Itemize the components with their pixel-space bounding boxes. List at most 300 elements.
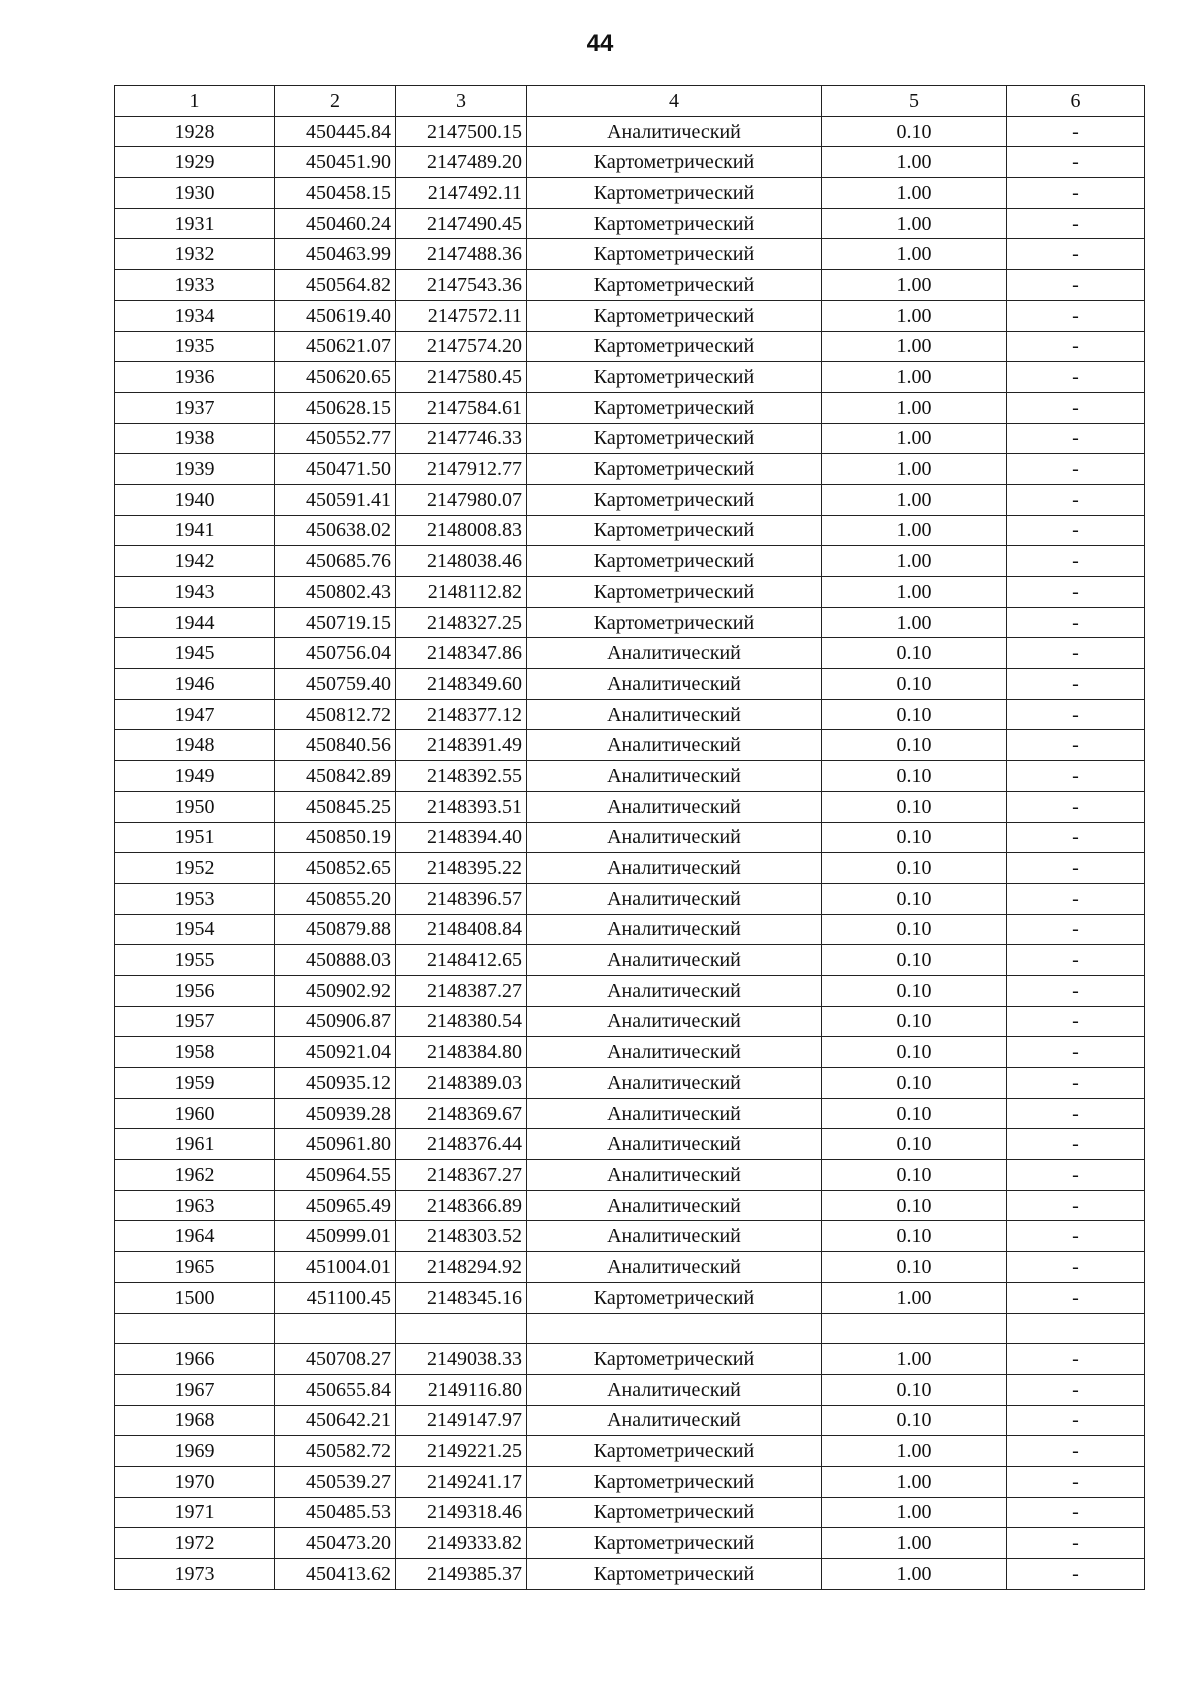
method-cell: Картометрический [527, 607, 822, 638]
point-number-cell: 1947 [115, 699, 275, 730]
table-row [115, 1098, 1145, 1129]
note-cell: - [1007, 699, 1145, 730]
point-number-cell: 1963 [115, 1190, 275, 1221]
x-coordinate-cell: 450840.56 [275, 730, 396, 761]
y-coordinate-cell: 2148376.44 [396, 1129, 527, 1160]
method-cell: Картометрический [527, 1466, 822, 1497]
accuracy-cell: 0.10 [822, 699, 1007, 730]
note-cell: - [1007, 1497, 1145, 1528]
note-cell: - [1007, 1129, 1145, 1160]
note-cell: - [1007, 178, 1145, 209]
column-header-3: 3 [396, 86, 527, 117]
y-coordinate-cell: 2147574.20 [396, 331, 527, 362]
note-cell: - [1007, 1037, 1145, 1068]
note-cell: - [1007, 1098, 1145, 1129]
note-cell: - [1007, 1068, 1145, 1099]
x-coordinate-cell: 450458.15 [275, 178, 396, 209]
table-row [115, 208, 1145, 239]
x-coordinate-cell: 450855.20 [275, 883, 396, 914]
x-coordinate-cell: 450961.80 [275, 1129, 396, 1160]
table-row [115, 1282, 1145, 1313]
y-coordinate-cell: 2148412.65 [396, 945, 527, 976]
point-number-cell: 1953 [115, 883, 275, 914]
table-row [115, 761, 1145, 792]
point-number-cell: 1962 [115, 1160, 275, 1191]
point-number-cell: 1958 [115, 1037, 275, 1068]
y-coordinate-cell: 2148387.27 [396, 975, 527, 1006]
note-cell: - [1007, 331, 1145, 362]
table-row [115, 1006, 1145, 1037]
accuracy-cell: 1.00 [822, 1344, 1007, 1375]
point-number-cell: 1930 [115, 178, 275, 209]
y-coordinate-cell: 2149221.25 [396, 1436, 527, 1467]
point-number-cell: 1941 [115, 515, 275, 546]
x-coordinate-cell: 450451.90 [275, 147, 396, 178]
table-row [115, 730, 1145, 761]
accuracy-cell: 1.00 [822, 454, 1007, 485]
y-coordinate-cell: 2148345.16 [396, 1282, 527, 1313]
point-number-cell: 1934 [115, 300, 275, 331]
x-coordinate-cell: 450812.72 [275, 699, 396, 730]
note-cell: - [1007, 1374, 1145, 1405]
accuracy-cell: 1.00 [822, 239, 1007, 270]
accuracy-cell: 0.10 [822, 1006, 1007, 1037]
table-row [115, 423, 1145, 454]
x-coordinate-cell: 450413.62 [275, 1559, 396, 1590]
method-cell: Аналитический [527, 975, 822, 1006]
method-cell: Аналитический [527, 1190, 822, 1221]
x-coordinate-cell: 450964.55 [275, 1160, 396, 1191]
method-cell: Аналитический [527, 761, 822, 792]
x-coordinate-cell: 450879.88 [275, 914, 396, 945]
point-number-cell: 1955 [115, 945, 275, 976]
table-row [115, 1221, 1145, 1252]
method-cell: Аналитический [527, 1098, 822, 1129]
y-coordinate-cell: 2148392.55 [396, 761, 527, 792]
point-number-cell: 1952 [115, 853, 275, 884]
y-coordinate-cell: 2149038.33 [396, 1344, 527, 1375]
table-row [115, 331, 1145, 362]
note-cell: - [1007, 1252, 1145, 1283]
table-body [115, 116, 1145, 1589]
method-cell: Картометрический [527, 392, 822, 423]
method-cell: Картометрический [527, 208, 822, 239]
x-coordinate-cell: 450655.84 [275, 1374, 396, 1405]
y-coordinate-cell: 2148112.82 [396, 577, 527, 608]
x-coordinate-cell: 450460.24 [275, 208, 396, 239]
y-coordinate-cell: 2149385.37 [396, 1559, 527, 1590]
table-row [115, 1160, 1145, 1191]
y-coordinate-cell: 2147912.77 [396, 454, 527, 485]
table-row [115, 1374, 1145, 1405]
note-cell: - [1007, 515, 1145, 546]
method-cell: Картометрический [527, 362, 822, 393]
point-number-cell: 1935 [115, 331, 275, 362]
accuracy-cell: 1.00 [822, 362, 1007, 393]
accuracy-cell: 1.00 [822, 1466, 1007, 1497]
point-number-cell: 1960 [115, 1098, 275, 1129]
note-cell: - [1007, 116, 1145, 147]
y-coordinate-cell: 2148393.51 [396, 791, 527, 822]
table-row [115, 1466, 1145, 1497]
accuracy-cell: 1.00 [822, 546, 1007, 577]
table-row [115, 791, 1145, 822]
accuracy-cell: 0.10 [822, 883, 1007, 914]
note-cell: - [1007, 208, 1145, 239]
accuracy-cell: 0.10 [822, 761, 1007, 792]
accuracy-cell: 0.10 [822, 1374, 1007, 1405]
table-row [115, 1559, 1145, 1590]
accuracy-cell: 1.00 [822, 577, 1007, 608]
accuracy-cell: 1.00 [822, 1436, 1007, 1467]
y-coordinate-cell: 2148380.54 [396, 1006, 527, 1037]
y-coordinate-cell: 2147980.07 [396, 484, 527, 515]
accuracy-cell: 1.00 [822, 484, 1007, 515]
note-cell: - [1007, 1559, 1145, 1590]
y-coordinate-cell: 2147492.11 [396, 178, 527, 209]
y-coordinate-cell: 2147543.36 [396, 270, 527, 301]
x-coordinate-cell: 450850.19 [275, 822, 396, 853]
header-row [115, 86, 1145, 117]
table-row [115, 239, 1145, 270]
method-cell: Аналитический [527, 1160, 822, 1191]
note-cell: - [1007, 1190, 1145, 1221]
method-cell: Аналитический [527, 945, 822, 976]
note-cell: - [1007, 392, 1145, 423]
y-coordinate-cell: 2148347.86 [396, 638, 527, 669]
table-row [115, 484, 1145, 515]
point-number-cell: 1929 [115, 147, 275, 178]
point-number-cell: 1939 [115, 454, 275, 485]
accuracy-cell: 1.00 [822, 392, 1007, 423]
accuracy-cell: 0.10 [822, 945, 1007, 976]
accuracy-cell: 0.10 [822, 1252, 1007, 1283]
accuracy-cell: 0.10 [822, 638, 1007, 669]
table-row [115, 638, 1145, 669]
note-cell: - [1007, 730, 1145, 761]
table-row [115, 945, 1145, 976]
y-coordinate-cell: 2147580.45 [396, 362, 527, 393]
table-row [115, 1129, 1145, 1160]
accuracy-cell: 0.10 [822, 1129, 1007, 1160]
table-header [115, 86, 1145, 117]
note-cell: - [1007, 607, 1145, 638]
table-row [115, 1068, 1145, 1099]
y-coordinate-cell: 2148349.60 [396, 669, 527, 700]
point-number-cell: 1928 [115, 116, 275, 147]
x-coordinate-cell: 450621.07 [275, 331, 396, 362]
table-row [115, 1190, 1145, 1221]
method-cell: Картометрический [527, 1436, 822, 1467]
x-coordinate-cell: 450759.40 [275, 669, 396, 700]
table-row [115, 300, 1145, 331]
method-cell: Картометрический [527, 331, 822, 362]
note-cell: - [1007, 1528, 1145, 1559]
x-coordinate-cell: 451100.45 [275, 1282, 396, 1313]
table-row [115, 699, 1145, 730]
y-coordinate-cell: 2148294.92 [396, 1252, 527, 1283]
y-coordinate-cell: 2148384.80 [396, 1037, 527, 1068]
method-cell: Аналитический [527, 699, 822, 730]
x-coordinate-cell: 450999.01 [275, 1221, 396, 1252]
x-coordinate-cell: 450473.20 [275, 1528, 396, 1559]
column-header-1: 1 [115, 86, 275, 117]
method-cell: Аналитический [527, 638, 822, 669]
point-number-cell: 1972 [115, 1528, 275, 1559]
note-cell: - [1007, 975, 1145, 1006]
note-cell: - [1007, 1405, 1145, 1436]
y-coordinate-cell: 2148396.57 [396, 883, 527, 914]
table-row [115, 1436, 1145, 1467]
method-cell: Аналитический [527, 1006, 822, 1037]
accuracy-cell: 0.10 [822, 853, 1007, 884]
note-cell: - [1007, 484, 1145, 515]
method-cell: Аналитический [527, 914, 822, 945]
point-number-cell: 1970 [115, 1466, 275, 1497]
y-coordinate-cell: 2148408.84 [396, 914, 527, 945]
note-cell: - [1007, 638, 1145, 669]
x-coordinate-cell: 450965.49 [275, 1190, 396, 1221]
method-cell: Картометрический [527, 1497, 822, 1528]
x-coordinate-cell: 450888.03 [275, 945, 396, 976]
x-coordinate-cell: 450539.27 [275, 1466, 396, 1497]
column-header-2: 2 [275, 86, 396, 117]
x-coordinate-cell: 450642.21 [275, 1405, 396, 1436]
method-cell: Картометрический [527, 454, 822, 485]
table-row [115, 669, 1145, 700]
note-cell: - [1007, 853, 1145, 884]
table-row [115, 515, 1145, 546]
accuracy-cell: 1.00 [822, 1497, 1007, 1528]
note-cell: - [1007, 239, 1145, 270]
x-coordinate-cell: 450463.99 [275, 239, 396, 270]
note-cell: - [1007, 1436, 1145, 1467]
column-header-4: 4 [527, 86, 822, 117]
table-row [115, 822, 1145, 853]
y-coordinate-cell: 2148327.25 [396, 607, 527, 638]
point-number-cell: 1966 [115, 1344, 275, 1375]
method-cell: Аналитический [527, 853, 822, 884]
note-cell: - [1007, 270, 1145, 301]
point-number-cell: 1967 [115, 1374, 275, 1405]
y-coordinate-cell [396, 1313, 527, 1344]
accuracy-cell: 1.00 [822, 270, 1007, 301]
point-number-cell: 1954 [115, 914, 275, 945]
point-number-cell: 1946 [115, 669, 275, 700]
point-number-cell: 1933 [115, 270, 275, 301]
method-cell: Аналитический [527, 116, 822, 147]
y-coordinate-cell: 2147488.36 [396, 239, 527, 270]
table-row [115, 1528, 1145, 1559]
point-number-cell: 1965 [115, 1252, 275, 1283]
accuracy-cell: 0.10 [822, 791, 1007, 822]
note-cell [1007, 1313, 1145, 1344]
x-coordinate-cell: 450852.65 [275, 853, 396, 884]
accuracy-cell: 0.10 [822, 1098, 1007, 1129]
x-coordinate-cell: 450471.50 [275, 454, 396, 485]
note-cell: - [1007, 362, 1145, 393]
method-cell: Аналитический [527, 730, 822, 761]
x-coordinate-cell: 450708.27 [275, 1344, 396, 1375]
accuracy-cell: 0.10 [822, 1037, 1007, 1068]
x-coordinate-cell: 450552.77 [275, 423, 396, 454]
point-number-cell: 1973 [115, 1559, 275, 1590]
x-coordinate-cell: 450638.02 [275, 515, 396, 546]
method-cell: Картометрический [527, 300, 822, 331]
x-coordinate-cell: 450582.72 [275, 1436, 396, 1467]
note-cell: - [1007, 791, 1145, 822]
accuracy-cell: 0.10 [822, 730, 1007, 761]
accuracy-cell: 0.10 [822, 975, 1007, 1006]
table-row [115, 577, 1145, 608]
y-coordinate-cell: 2148389.03 [396, 1068, 527, 1099]
accuracy-cell: 1.00 [822, 208, 1007, 239]
table-row [115, 147, 1145, 178]
note-cell: - [1007, 914, 1145, 945]
x-coordinate-cell: 450906.87 [275, 1006, 396, 1037]
table-row [115, 1497, 1145, 1528]
y-coordinate-cell: 2148038.46 [396, 546, 527, 577]
note-cell: - [1007, 1006, 1145, 1037]
accuracy-cell: 0.10 [822, 1190, 1007, 1221]
table-row [115, 1313, 1145, 1344]
table-row [115, 178, 1145, 209]
y-coordinate-cell: 2149318.46 [396, 1497, 527, 1528]
method-cell: Аналитический [527, 822, 822, 853]
note-cell: - [1007, 423, 1145, 454]
method-cell: Картометрический [527, 1559, 822, 1590]
table-row [115, 270, 1145, 301]
table-row [115, 975, 1145, 1006]
method-cell: Картометрический [527, 270, 822, 301]
note-cell: - [1007, 669, 1145, 700]
method-cell: Аналитический [527, 1037, 822, 1068]
table-row [115, 362, 1145, 393]
point-number-cell: 1938 [115, 423, 275, 454]
accuracy-cell: 0.10 [822, 116, 1007, 147]
accuracy-cell: 1.00 [822, 147, 1007, 178]
x-coordinate-cell: 450842.89 [275, 761, 396, 792]
note-cell: - [1007, 1344, 1145, 1375]
y-coordinate-cell: 2149241.17 [396, 1466, 527, 1497]
point-number-cell: 1944 [115, 607, 275, 638]
point-number-cell: 1971 [115, 1497, 275, 1528]
table-row [115, 853, 1145, 884]
table-row [115, 546, 1145, 577]
accuracy-cell: 0.10 [822, 1221, 1007, 1252]
point-number-cell: 1969 [115, 1436, 275, 1467]
y-coordinate-cell: 2148395.22 [396, 853, 527, 884]
point-number-cell: 1931 [115, 208, 275, 239]
point-number-cell: 1940 [115, 484, 275, 515]
table-row [115, 883, 1145, 914]
table-row [115, 454, 1145, 485]
point-number-cell: 1942 [115, 546, 275, 577]
note-cell: - [1007, 883, 1145, 914]
y-coordinate-cell: 2148377.12 [396, 699, 527, 730]
method-cell: Картометрический [527, 1282, 822, 1313]
y-coordinate-cell: 2147584.61 [396, 392, 527, 423]
method-cell: Аналитический [527, 1068, 822, 1099]
method-cell: Картометрический [527, 546, 822, 577]
method-cell: Картометрический [527, 1344, 822, 1375]
accuracy-cell: 1.00 [822, 1559, 1007, 1590]
note-cell: - [1007, 577, 1145, 608]
accuracy-cell: 1.00 [822, 423, 1007, 454]
accuracy-cell: 0.10 [822, 1160, 1007, 1191]
y-coordinate-cell: 2149116.80 [396, 1374, 527, 1405]
note-cell: - [1007, 1221, 1145, 1252]
y-coordinate-cell: 2149147.97 [396, 1405, 527, 1436]
y-coordinate-cell: 2148303.52 [396, 1221, 527, 1252]
method-cell [527, 1313, 822, 1344]
table-row [115, 1405, 1145, 1436]
x-coordinate-cell: 450485.53 [275, 1497, 396, 1528]
table-row [115, 392, 1145, 423]
note-cell: - [1007, 1282, 1145, 1313]
accuracy-cell: 0.10 [822, 1068, 1007, 1099]
note-cell: - [1007, 1466, 1145, 1497]
accuracy-cell: 1.00 [822, 1528, 1007, 1559]
point-number-cell: 1961 [115, 1129, 275, 1160]
accuracy-cell: 1.00 [822, 300, 1007, 331]
column-header-5: 5 [822, 86, 1007, 117]
y-coordinate-cell: 2148369.67 [396, 1098, 527, 1129]
x-coordinate-cell: 450719.15 [275, 607, 396, 638]
note-cell: - [1007, 945, 1145, 976]
x-coordinate-cell: 450756.04 [275, 638, 396, 669]
column-header-6: 6 [1007, 86, 1145, 117]
x-coordinate-cell: 450935.12 [275, 1068, 396, 1099]
x-coordinate-cell: 450628.15 [275, 392, 396, 423]
method-cell: Картометрический [527, 515, 822, 546]
method-cell: Картометрический [527, 178, 822, 209]
point-number-cell: 1948 [115, 730, 275, 761]
table-row [115, 116, 1145, 147]
method-cell: Аналитический [527, 1405, 822, 1436]
x-coordinate-cell: 450619.40 [275, 300, 396, 331]
method-cell: Картометрический [527, 577, 822, 608]
accuracy-cell: 0.10 [822, 822, 1007, 853]
note-cell: - [1007, 454, 1145, 485]
y-coordinate-cell: 2148391.49 [396, 730, 527, 761]
y-coordinate-cell: 2149333.82 [396, 1528, 527, 1559]
point-number-cell: 1500 [115, 1282, 275, 1313]
x-coordinate-cell: 450845.25 [275, 791, 396, 822]
method-cell: Картометрический [527, 1528, 822, 1559]
point-number-cell: 1932 [115, 239, 275, 270]
method-cell: Аналитический [527, 1374, 822, 1405]
y-coordinate-cell: 2148367.27 [396, 1160, 527, 1191]
table-row [115, 607, 1145, 638]
point-number-cell: 1945 [115, 638, 275, 669]
coordinates-table [114, 85, 1145, 1590]
x-coordinate-cell: 451004.01 [275, 1252, 396, 1283]
point-number-cell: 1968 [115, 1405, 275, 1436]
point-number-cell: 1936 [115, 362, 275, 393]
accuracy-cell: 0.10 [822, 1405, 1007, 1436]
point-number-cell [115, 1313, 275, 1344]
note-cell: - [1007, 822, 1145, 853]
note-cell: - [1007, 300, 1145, 331]
point-number-cell: 1951 [115, 822, 275, 853]
x-coordinate-cell: 450564.82 [275, 270, 396, 301]
table-row [115, 1037, 1145, 1068]
point-number-cell: 1943 [115, 577, 275, 608]
point-number-cell: 1959 [115, 1068, 275, 1099]
table-row [115, 1252, 1145, 1283]
accuracy-cell: 1.00 [822, 1282, 1007, 1313]
